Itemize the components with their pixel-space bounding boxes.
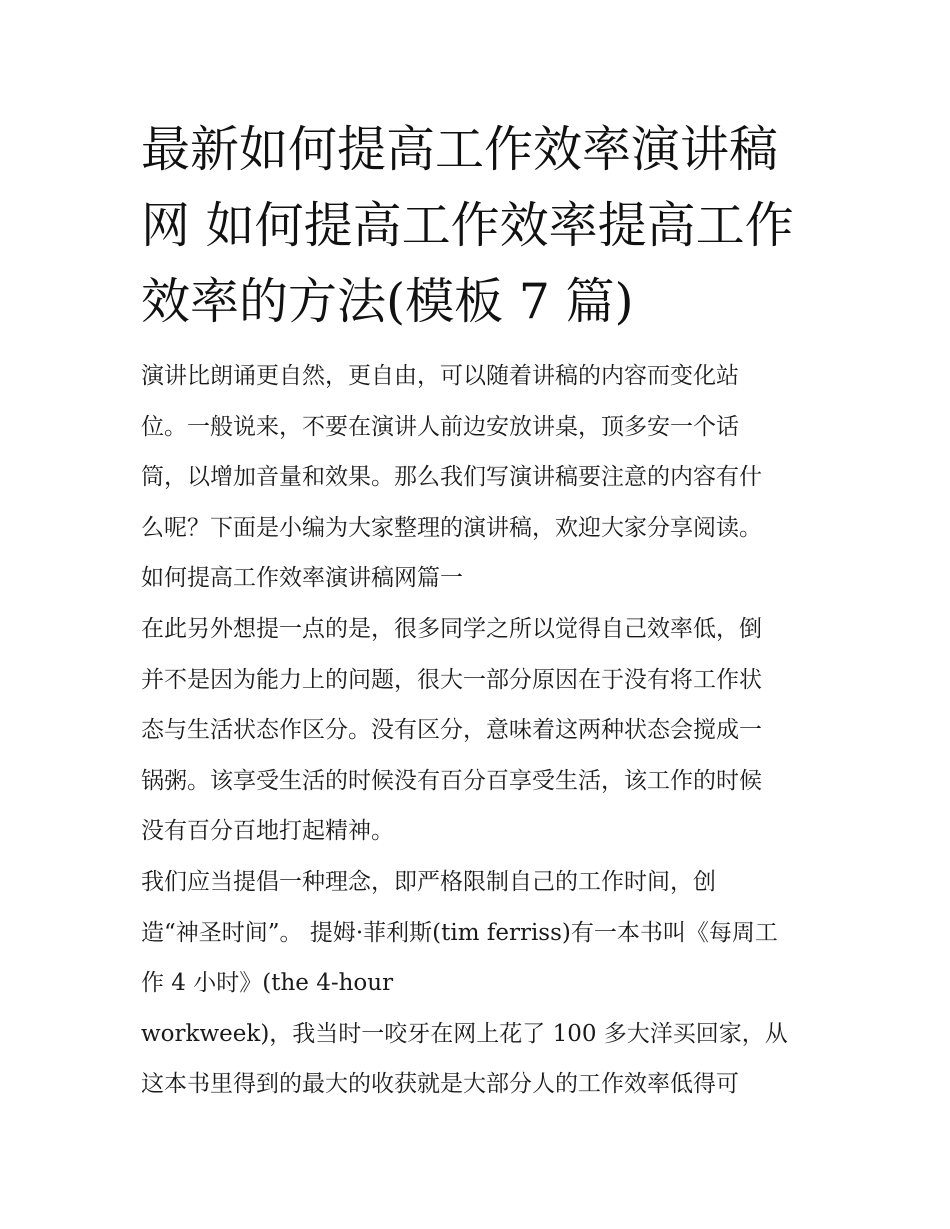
body-line: 锅粥。该享受生活的时候没有百分百享受生活，该工作的时候: [141, 767, 762, 794]
body-line: 没有百分百地打起精神。: [141, 818, 394, 845]
title-line: 最新如何提高工作效率演讲稿: [141, 121, 779, 178]
body-line: 位。一般说来，不要在演讲人前边安放讲桌，顶多安一个话: [141, 413, 739, 440]
body-line: 造“神圣时间”。 提姆·菲利斯(tim ferriss)有一本书叫《每周工: [141, 919, 778, 946]
body-line: 演讲比朗诵更自然，更自由，可以随着讲稿的内容而变化站: [141, 363, 739, 389]
body-line: 态与生活状态作区分。没有区分，意味着这两种状态会搅成一: [141, 717, 762, 744]
document-content: [141, 112, 816, 1110]
body-line: 在此另外想提一点的是，很多同学之所以觉得自己效率低，倒: [141, 615, 762, 642]
body-line: 并不是因为能力上的问题，很大一部分原因在于没有将工作状: [141, 666, 762, 693]
body-line: 筒，以增加音量和效果。那么我们写演讲稿要注意的内容有什: [141, 464, 762, 491]
section-heading: 如何提高工作效率演讲稿网篇一: [141, 565, 463, 592]
document-body: [141, 351, 816, 1110]
title-line: 效率的方法(模板 7 篇): [141, 273, 634, 330]
body-line: 么呢？下面是小编为大家整理的演讲稿，欢迎大家分享阅读。: [141, 514, 762, 541]
body-line: 作 4 小时》(the 4-hour: [141, 970, 394, 997]
body-line: 我们应当提倡一种理念，即严格限制自己的工作时间，创: [141, 868, 716, 895]
document-title: [141, 112, 816, 340]
body-line: workweek)，我当时一咬牙在网上花了 100 多大洋买回家，从: [141, 1020, 788, 1047]
title-line: 网 如何提高工作效率提高工作: [141, 197, 794, 254]
body-line: 这本书里得到的最大的收获就是大部分人的工作效率低得可: [141, 1071, 739, 1098]
